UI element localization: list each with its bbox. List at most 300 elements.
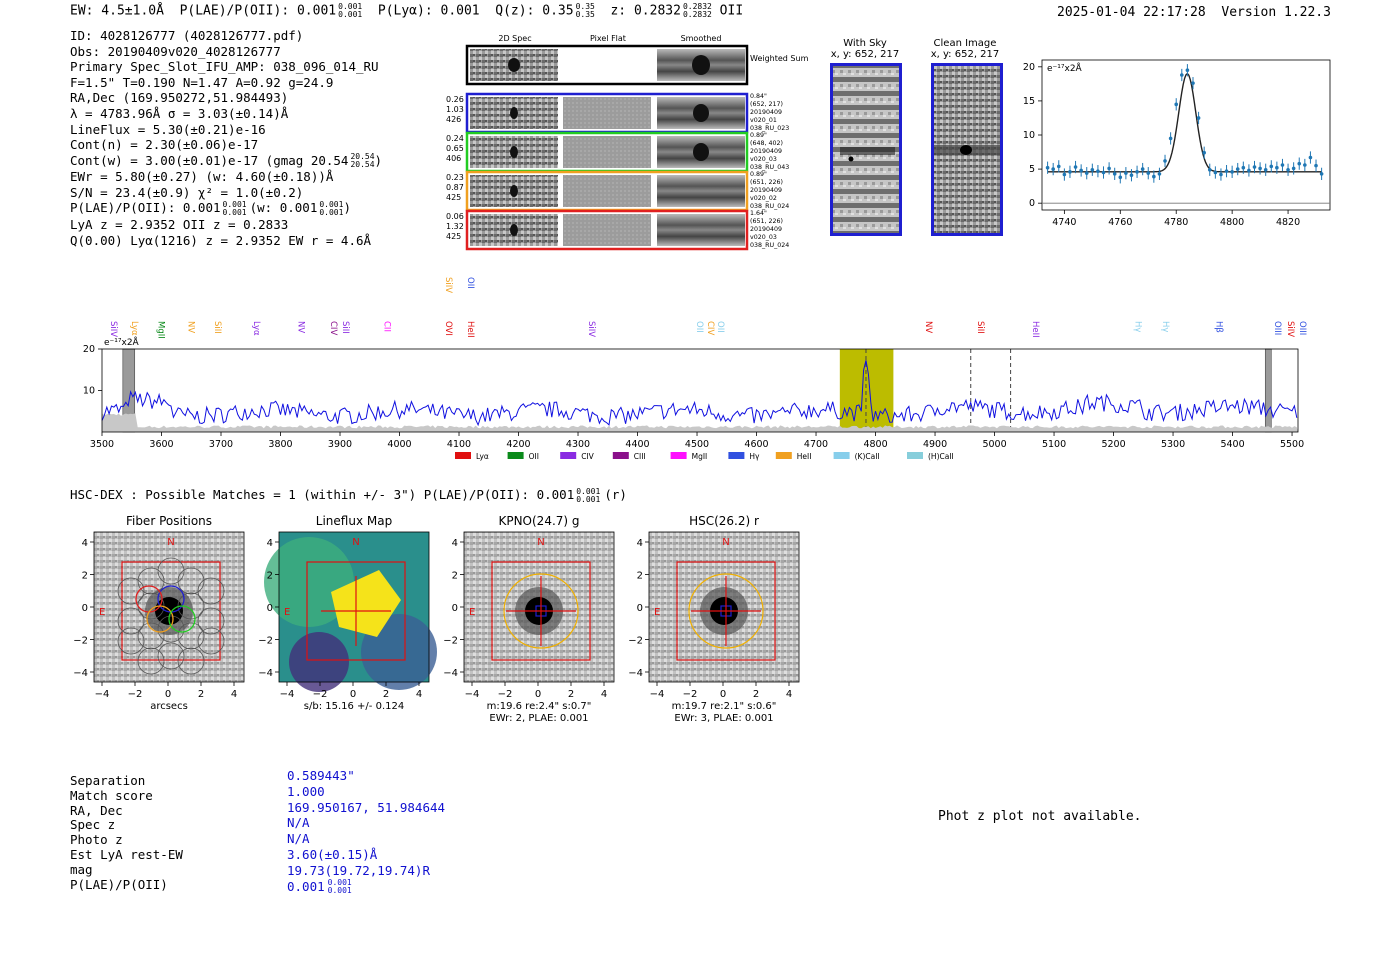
- cutout-row: [446, 171, 789, 210]
- fit-ytick-label: 15: [1022, 95, 1035, 107]
- info-lambda: λ = 4783.96Å σ = 3.03(±0.14)Å: [70, 105, 289, 121]
- fit-data-point: [1242, 166, 1246, 170]
- imaging-caption: EWr: 3, PLAE: 0.001: [674, 713, 774, 724]
- cutout-row-meta: 20190409: [750, 187, 783, 194]
- cutout-row-meta: 0.89": [750, 171, 767, 178]
- match-value: 0.589443": [287, 768, 355, 783]
- imaging-xtick: 2: [197, 689, 205, 700]
- legend-entry: [508, 452, 539, 461]
- imaging-xlabel: s/b: 15.16 +/- 0.124: [303, 701, 405, 712]
- spectrum-ytick-label: 10: [82, 385, 95, 397]
- spectrum-xtick-label: 5200: [1101, 439, 1126, 450]
- header-datetime-version: [1057, 5, 1331, 20]
- fit-data-point: [1174, 103, 1178, 107]
- imaging-ytick: 0: [636, 603, 643, 614]
- clean-label: Clean Image: [933, 38, 997, 49]
- fit-data-point: [1113, 172, 1117, 176]
- info-plae-w: (w: 0.001: [249, 200, 318, 216]
- imaging-xtick: 4: [600, 689, 608, 700]
- emission-line-label: OII: [694, 321, 705, 333]
- spectrum-xtick-label: 3700: [208, 439, 234, 450]
- spectrum-xtick-label: 3900: [327, 439, 353, 450]
- match-value: 1.000: [287, 783, 325, 799]
- imaging-title: HSC(26.2) r: [689, 514, 759, 528]
- emission-line-label: SiIV: [107, 321, 118, 338]
- info-fit: F=1.5" T=0.190 N=1.47 A=0.92 g=24.9: [70, 74, 334, 90]
- detection-info: [70, 28, 382, 248]
- emission-line-label: Lyα: [128, 321, 139, 336]
- masked-band: [1265, 349, 1271, 432]
- imaging-xtick: 4: [785, 689, 793, 700]
- fit-data-point: [1258, 167, 1262, 171]
- svg-text:MgII: MgII: [691, 452, 708, 461]
- legend-entry: [671, 452, 708, 461]
- contw-text: Cont(w) = 3.00(±0.01)e-17 (gmag 20.54: [70, 152, 349, 168]
- hsc-dex-summary: [70, 487, 627, 504]
- cutout-row-value: 425: [446, 193, 462, 202]
- imaging-ytick: −4: [258, 668, 273, 679]
- imaging-title: Lineflux Map: [315, 514, 393, 528]
- spectrum-xtick-label: 4700: [803, 439, 829, 450]
- imaging-ytick: 0: [81, 603, 88, 614]
- cutout-row-meta: 1.64": [750, 210, 767, 217]
- north-label: N: [722, 537, 730, 548]
- spectrum-xtick-label: 5400: [1220, 439, 1245, 450]
- emission-line-label: SiII: [974, 321, 985, 334]
- fit-data-point: [1197, 116, 1201, 120]
- col-header-smoothed: Smoothed: [680, 34, 722, 43]
- cutout-row-meta: 038_RU_024: [750, 242, 790, 249]
- info-contn: Cont(n) = 2.30(±0.06)e-17: [70, 137, 259, 153]
- cutout-row-value: 1.03: [446, 105, 464, 114]
- emission-line-label: SiII: [212, 321, 223, 334]
- imaging-ytick: −2: [258, 635, 273, 647]
- match-values: [287, 768, 445, 895]
- imaging-title: KPNO(24.7) g: [498, 514, 580, 528]
- info-sn: S/N = 23.4(±0.9) χ² = 1.0(±0.2): [70, 184, 304, 200]
- cutout-row-value: 1.32: [446, 222, 464, 231]
- cutout-row: [446, 210, 789, 249]
- cutout-row-meta: 20190409: [750, 148, 783, 155]
- imaging-xtick: −2: [127, 689, 143, 700]
- imaging-xtick: −4: [94, 689, 110, 700]
- cutout-row-meta: 038_RU_023: [750, 125, 790, 132]
- hsc-dex-text: HSC-DEX : Possible Matches = 1 (within +/- 3") P(LAE)/P(OII): 0.001: [70, 487, 575, 502]
- fit-ytick-label: 5: [1028, 164, 1035, 176]
- imaging-xtick: −2: [312, 689, 328, 700]
- info-plae-text: P(LAE)/P(OII): 0.001: [70, 200, 221, 216]
- imaging-panel: [255, 512, 430, 731]
- imaging-ytick: −2: [628, 635, 643, 647]
- north-label: N: [167, 537, 175, 548]
- fit-data-point: [1074, 165, 1078, 169]
- match-value: 19.73(19.72,19.74)R: [287, 862, 430, 878]
- spectrum-xtick-label: 4100: [446, 439, 472, 450]
- plae-sub: 0.001: [338, 10, 363, 19]
- imaging-xlabel: arcsecs: [150, 701, 188, 712]
- z-sub: 0.2832: [682, 10, 712, 19]
- imaging-xtick: −2: [497, 689, 513, 700]
- cutout-row-meta: 038_RU_024: [750, 203, 790, 210]
- spectrum-xtick-label: 5000: [982, 439, 1007, 450]
- fit-data-point: [1186, 68, 1190, 72]
- spectrum-line: [102, 360, 1297, 425]
- match-label: Est LyA rest-EW: [70, 846, 183, 862]
- weighted-sum-row: [467, 46, 747, 84]
- info-obs: Obs: 20190409v020_4028126777: [70, 43, 281, 59]
- svg-text:Lyα: Lyα: [476, 452, 489, 461]
- spectrum-xtick-label: 4200: [506, 439, 531, 450]
- plya-value: P(Lyα): 0.001: [377, 3, 480, 19]
- legend-entry: [455, 452, 489, 461]
- emission-line-label: OVI: [442, 321, 453, 336]
- imaging-ytick: 2: [451, 570, 458, 582]
- fit-data-point: [1214, 171, 1218, 175]
- fit-data-point: [1253, 165, 1257, 169]
- imaging-xtick: −2: [682, 689, 698, 700]
- cutout-row-value: 425: [446, 232, 462, 241]
- info-plae-sub: 0.001: [222, 207, 247, 217]
- fit-data-point: [1085, 171, 1089, 175]
- plae-value: P(LAE)/P(OII): 0.001: [179, 3, 337, 19]
- fit-data-point: [1309, 156, 1313, 160]
- fit-data-point: [1292, 167, 1296, 171]
- line-fit-chart: [1022, 55, 1335, 230]
- svg-text:Hγ: Hγ: [749, 452, 760, 461]
- imaging-xtick: 2: [382, 689, 390, 700]
- info-plae-w-sup: 0.001: [319, 199, 344, 209]
- info-lya-z: LyA z = 2.9352 OII z = 0.2833: [70, 216, 289, 232]
- fit-data-point: [1275, 166, 1279, 170]
- fit-data-point: [1297, 162, 1301, 166]
- contw-sup: 20.54: [350, 152, 375, 162]
- match-value: N/A: [287, 815, 310, 831]
- z-value: z: 0.2832: [610, 3, 681, 19]
- imaging-title: Fiber Positions: [125, 514, 213, 528]
- cutout-row-value: 0.24: [446, 134, 464, 143]
- weighted-label: Weighted Sum: [750, 54, 809, 63]
- cutout-row-meta: 0.84": [750, 93, 767, 100]
- fit-data-point: [1281, 163, 1285, 167]
- imaging-xtick: 0: [349, 689, 357, 700]
- svg-text:OII: OII: [528, 452, 539, 461]
- fit-data-point: [1152, 175, 1156, 179]
- match-label: mag: [70, 861, 93, 877]
- match-label: Spec z: [70, 817, 116, 833]
- clean-image: [931, 63, 1003, 236]
- emission-line-label: NV: [923, 321, 934, 334]
- spectrum-xtick-label: 4900: [922, 439, 948, 450]
- cutout-row-meta: 0.89": [750, 132, 767, 139]
- qz-value: Q(z): 0.35: [495, 3, 574, 19]
- spectrum-ytick-label: 20: [82, 344, 95, 355]
- cutout-row-meta: 038_RU_043: [750, 164, 790, 171]
- svg-text:CIII: CIII: [633, 452, 646, 461]
- hsc-sup: 0.001: [576, 486, 601, 496]
- cutout-row-value: 0.06: [446, 212, 464, 221]
- fit-data-point: [1124, 171, 1128, 175]
- svg-text:(H)CaII: (H)CaII: [928, 452, 954, 461]
- fit-data-point: [1230, 170, 1234, 174]
- info-plae: P(LAE)/P(OII): 0.001 0.001 0.001 (w: 0.001 0.001 0.001): [70, 199, 351, 217]
- cutout-row-value: 426: [446, 115, 462, 124]
- match-label: Separation: [70, 773, 146, 788]
- fit-ytick-label: 20: [1022, 61, 1035, 73]
- cutout-row: [446, 132, 789, 171]
- version: Version 1.22.3: [1221, 5, 1331, 20]
- contw-sub: 20.54: [350, 160, 375, 170]
- imaging-xtick: 0: [719, 689, 727, 700]
- emission-line-label: CIV: [328, 321, 339, 336]
- fit-xtick-label: 4780: [1164, 217, 1189, 228]
- spectrum-xtick-label: 5300: [1160, 439, 1186, 450]
- match-labels: [70, 774, 183, 892]
- clean-image-title: [929, 38, 1001, 60]
- emission-line-label: SiII: [340, 321, 351, 334]
- east-label: E: [469, 607, 476, 618]
- legend-entry: [560, 452, 594, 461]
- cutout-row: [446, 93, 789, 132]
- fit-data-point: [1063, 173, 1067, 177]
- fit-data-point: [1163, 159, 1167, 163]
- full-spectrum-chart: [70, 275, 1310, 465]
- ew-value: EW: 4.5±1.0Å: [70, 3, 164, 19]
- spectrum-xtick-label: 3600: [149, 439, 174, 450]
- east-label: E: [284, 607, 291, 618]
- fit-data-point: [1208, 168, 1212, 172]
- col-header-pixelflat: Pixel Flat: [590, 34, 626, 43]
- imaging-ytick: 4: [451, 538, 458, 549]
- spectrum-xtick-label: 5100: [1041, 439, 1067, 450]
- spectrum-xtick-label: 4300: [565, 439, 591, 450]
- fit-ytick-label: 10: [1022, 130, 1035, 141]
- spectrum-yunit-label: e⁻¹⁷x2Å: [104, 338, 139, 348]
- imaging-caption: EWr: 2, PLAE: 0.001: [489, 713, 589, 724]
- hsc-sub: 0.001: [576, 494, 601, 504]
- imaging-ytick: −4: [73, 668, 88, 679]
- imaging-xtick: 0: [164, 689, 172, 700]
- with-sky-image: [830, 63, 902, 236]
- emission-line-label: Hβ: [1213, 321, 1224, 333]
- info-primary: Primary Spec_Slot_IFU_AMP: 038_096_014_RU: [70, 59, 379, 75]
- emission-line-label: SiIV: [442, 277, 453, 294]
- fit-data-point: [1286, 168, 1290, 172]
- plae-sup: 0.001: [338, 2, 363, 11]
- fit-data-point: [1079, 169, 1083, 173]
- cutout-row-meta: v020_03: [750, 156, 777, 163]
- spectrum-xtick-label: 4800: [863, 439, 888, 450]
- cutout-row-value: 0.65: [446, 144, 464, 153]
- cutout-row-meta: v020_03: [750, 234, 777, 241]
- info-id: ID: 4028126777 (4028126777.pdf): [70, 28, 304, 43]
- fit-yunit-label: e⁻¹⁷x2Å: [1047, 64, 1082, 74]
- legend-entry: [728, 452, 760, 461]
- info-plae-sup: 0.001: [222, 199, 247, 209]
- spectrum-error-area: [102, 413, 1298, 432]
- fit-data-point: [1219, 173, 1223, 177]
- imaging-xtick: 4: [230, 689, 238, 700]
- col-header-2dspec: 2D Spec: [498, 34, 532, 43]
- emission-line-label: MgII: [155, 321, 166, 339]
- qz-sup: 0.35: [575, 2, 595, 11]
- fit-data-point: [1225, 169, 1229, 173]
- fit-data-point: [1091, 168, 1095, 172]
- emission-line-label: OIII: [1271, 321, 1282, 336]
- fit-data-point: [1102, 171, 1106, 175]
- fit-data-point: [1269, 165, 1273, 169]
- fit-data-point: [1096, 169, 1100, 173]
- match-value: 169.950167, 51.984644: [287, 799, 446, 815]
- spectrum-xtick-label: 4000: [387, 439, 412, 450]
- imaging-ytick: 2: [266, 570, 273, 582]
- imaging-ytick: 4: [266, 538, 273, 549]
- match-label: P(LAE)/P(OII): [70, 876, 168, 892]
- hsc-tail: (r): [604, 487, 627, 502]
- svg-text:CIV: CIV: [581, 452, 594, 461]
- imaging-panel: [625, 512, 800, 731]
- match-label: Match score: [70, 787, 153, 803]
- emission-line-label: Lyα: [250, 321, 261, 336]
- fit-xtick-label: 4820: [1275, 217, 1301, 228]
- cutout-row-meta: v020_01: [750, 117, 777, 124]
- cutout-row-value: 0.87: [446, 183, 464, 192]
- imaging-xtick: 4: [415, 689, 423, 700]
- emission-line-label: NV: [185, 321, 196, 334]
- north-label: N: [352, 537, 360, 548]
- fit-data-point: [1051, 167, 1055, 171]
- emission-line-label: OII: [464, 277, 475, 289]
- emission-line-label: Hγ: [1159, 321, 1170, 333]
- imaging-xtick: −4: [649, 689, 665, 700]
- fit-data-point: [1107, 167, 1111, 171]
- imaging-ytick: 0: [451, 603, 458, 614]
- imaging-ytick: −2: [73, 635, 88, 647]
- info-contw: Cont(w) = 3.00(±0.01)e-17 (gmag 20.54 20.54 20.54): [70, 152, 383, 170]
- fit-data-point: [1146, 171, 1150, 175]
- fit-data-point: [1068, 170, 1072, 174]
- emission-line-label: OII: [714, 321, 725, 333]
- fit-data-point: [1046, 166, 1050, 170]
- fit-data-point: [1135, 170, 1139, 174]
- cutout-row-value: 406: [446, 154, 462, 163]
- svg-text:HeII: HeII: [796, 452, 812, 461]
- emission-line-label: HeII: [1030, 321, 1041, 338]
- fit-xtick-label: 4760: [1108, 217, 1133, 228]
- fit-data-point: [1158, 172, 1162, 176]
- fit-data-point: [1191, 81, 1195, 85]
- cutout-row-meta: (648, 402): [750, 140, 783, 147]
- fit-data-point: [1169, 137, 1173, 141]
- east-label: E: [654, 607, 661, 618]
- imaging-xlabel: m:19.7 re:2.1" s:0.6": [671, 701, 777, 712]
- clean-xy: x, y: 652, 217: [930, 49, 1000, 60]
- imaging-xtick: −4: [279, 689, 295, 700]
- imaging-panel: [440, 512, 615, 731]
- imaging-xtick: 2: [752, 689, 760, 700]
- emission-line-label: NV: [295, 321, 306, 334]
- imaging-xtick: 0: [534, 689, 542, 700]
- imaging-ytick: 4: [636, 538, 643, 549]
- match-plae-supsub: 0.001 0.001: [327, 878, 352, 896]
- datetime: 2025-01-04 22:17:28: [1057, 5, 1206, 20]
- info-lineflux: LineFlux = 5.30(±0.21)e-16: [70, 121, 266, 137]
- spectrum-xtick-label: 3500: [89, 439, 115, 450]
- legend-entry: [907, 452, 954, 461]
- cutout-stack: [440, 30, 809, 255]
- north-label: N: [537, 537, 545, 548]
- z-sup: 0.2832: [682, 2, 712, 11]
- fit-data-point: [1141, 167, 1145, 171]
- spectrum-xtick-label: 4600: [744, 439, 769, 450]
- cutout-row-meta: 20190409: [750, 109, 783, 116]
- fit-data-point: [1202, 151, 1206, 155]
- fit-data-point: [1180, 73, 1184, 77]
- emission-line-label: HeII: [464, 321, 475, 338]
- emission-line-label: SiIV: [585, 321, 596, 338]
- imaging-xtick: −4: [464, 689, 480, 700]
- info-plae-w-sub: 0.001: [319, 207, 344, 217]
- cutout-row-meta: (651, 226): [750, 179, 783, 186]
- match-label: RA, Dec: [70, 802, 123, 818]
- imaging-ytick: −4: [443, 668, 458, 679]
- cutout-row-meta: 20190409: [750, 226, 783, 233]
- spectrum-xtick-label: 3800: [268, 439, 293, 450]
- imaging-xtick: 2: [567, 689, 575, 700]
- imaging-xlabel: m:19.6 re:2.4" s:0.7": [486, 701, 592, 712]
- with-sky-xy: x, y: 652, 217: [830, 49, 900, 60]
- fit-xtick-label: 4800: [1220, 217, 1245, 228]
- match-value: 0.001 0.001 0.001: [287, 878, 352, 896]
- fit-xtick-label: 4740: [1052, 217, 1077, 228]
- fit-data-point: [1314, 164, 1318, 168]
- spectrum-frame: [102, 349, 1298, 432]
- svg-text:(K)CaII: (K)CaII: [854, 452, 880, 461]
- imaging-ytick: 0: [266, 603, 273, 614]
- imaging-ytick: 4: [81, 538, 88, 549]
- legend-entry: [834, 452, 880, 461]
- with-sky-label: With Sky: [843, 38, 887, 49]
- info-ewr: EWr = 5.80(±0.27) (w: 4.60(±0.18))Å: [70, 169, 334, 185]
- fit-data-point: [1236, 167, 1240, 171]
- legend-entry: [613, 452, 646, 461]
- legend-entry: [776, 452, 812, 461]
- emission-line-label: CIV: [704, 321, 715, 336]
- cutout-row-meta: (652, 217): [750, 101, 783, 108]
- qz-sub: 0.35: [575, 10, 595, 19]
- photz-note: Phot z plot not available.: [938, 809, 1142, 824]
- spectrum-xtick-label: 5500: [1279, 439, 1305, 450]
- imaging-ytick: 2: [636, 570, 643, 582]
- fit-data-point: [1130, 173, 1134, 177]
- cutout-row-meta: (651, 226): [750, 218, 783, 225]
- info-radec: RA,Dec (169.950272,51.984493): [70, 90, 289, 106]
- match-value: N/A: [287, 831, 310, 847]
- fit-data-point: [1320, 172, 1324, 176]
- info-q: Q(0.00) Lyα(1216) z = 2.9352 EW r = 4.6Å: [70, 232, 372, 248]
- cutout-row-meta: v020_02: [750, 195, 777, 202]
- match-label: Photo z: [70, 832, 123, 848]
- emission-line-label: SiIV: [1284, 321, 1295, 338]
- line-name: OII: [719, 3, 744, 19]
- imaging-ytick: −2: [443, 635, 458, 647]
- imaging-ytick: −4: [628, 668, 643, 679]
- fit-data-point: [1057, 165, 1061, 169]
- fit-data-point: [1264, 168, 1268, 172]
- fit-data-point: [1247, 169, 1251, 173]
- emission-line-label: CII: [381, 321, 392, 332]
- fit-ytick-label: 0: [1028, 198, 1035, 210]
- emission-line-label: Hγ: [1132, 321, 1143, 333]
